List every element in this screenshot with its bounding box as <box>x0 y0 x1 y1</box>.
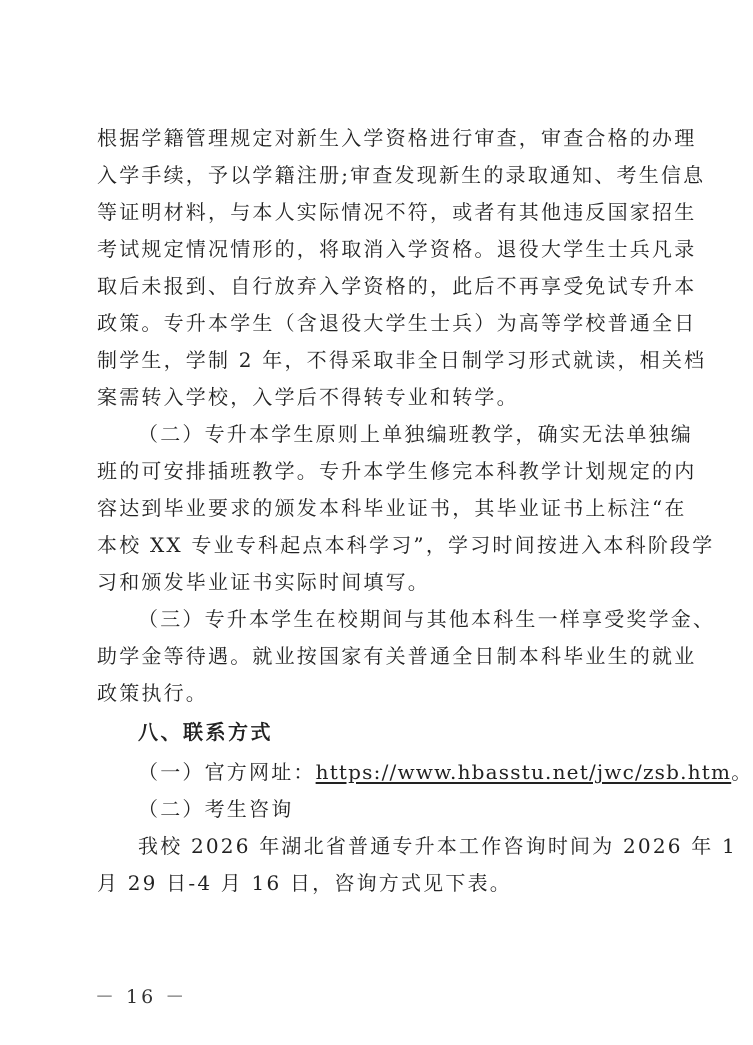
paragraph-line: 考试规定情况情形的，将取消入学资格。退役大学生士兵凡录 <box>97 237 697 261</box>
paragraph-line: （二）专升本学生原则上单独编班教学，确实无法单独编 <box>138 422 693 446</box>
paragraph-line: 习和颁发毕业证书实际时间填写。 <box>97 570 430 594</box>
website-link[interactable]: https://www.hbasstu.net/jwc/zsb.htm <box>315 760 732 784</box>
paragraph-line: 容达到毕业要求的颁发本科毕业证书，其毕业证书上标注“在 <box>97 496 687 520</box>
website-line <box>138 758 753 786</box>
paragraph-line: 取后未报到、自行放弃入学资格的，此后不再享受免试专升本 <box>97 274 697 298</box>
paragraph-line: 政策执行。 <box>97 681 208 705</box>
paragraph-line: 我校 2026 年湖北省普通专升本工作咨询时间为 2026 年 1 <box>138 834 737 858</box>
paragraph-line: （三）专升本学生在校期间与其他本科生一样享受奖学金、 <box>138 607 716 631</box>
paragraph-line: 班的可安排插班教学。专升本学生修完本科教学计划规定的内 <box>97 459 697 483</box>
paragraph-line: 本校 XX 专业专科起点本科学习”，学习时间按进入本科阶段学 <box>97 533 715 557</box>
consult-heading: （二）考生咨询 <box>138 797 294 821</box>
paragraph-line: 政策。专升本学生（含退役大学生士兵）为高等学校普通全日 <box>97 311 697 335</box>
section-heading: 八、联系方式 <box>138 720 273 744</box>
paragraph-line: 案需转入学校，入学后不得转专业和转学。 <box>97 385 519 409</box>
paragraph-line: 制学生，学制 2 年，不得采取非全日制学习形式就读，相关档 <box>97 348 707 372</box>
website-label: （一）官方网址： <box>138 760 316 784</box>
paragraph-line: 入学手续，予以学籍注册;审查发现新生的录取通知、考生信息 <box>97 163 706 187</box>
paragraph-line: 等证明材料，与本人实际情况不符，或者有其他违反国家招生 <box>97 200 697 224</box>
paragraph-line: 月 29 日-4 月 16 日，咨询方式见下表。 <box>97 871 512 895</box>
page-number: － 16 － <box>95 986 188 1008</box>
paragraph-line: 助学金等待遇。就业按国家有关普通全日制本科毕业生的就业 <box>97 644 697 668</box>
paragraph-line: 根据学籍管理规定对新生入学资格进行审查，审查合格的办理 <box>97 126 697 150</box>
website-suffix: 。 <box>731 760 753 784</box>
